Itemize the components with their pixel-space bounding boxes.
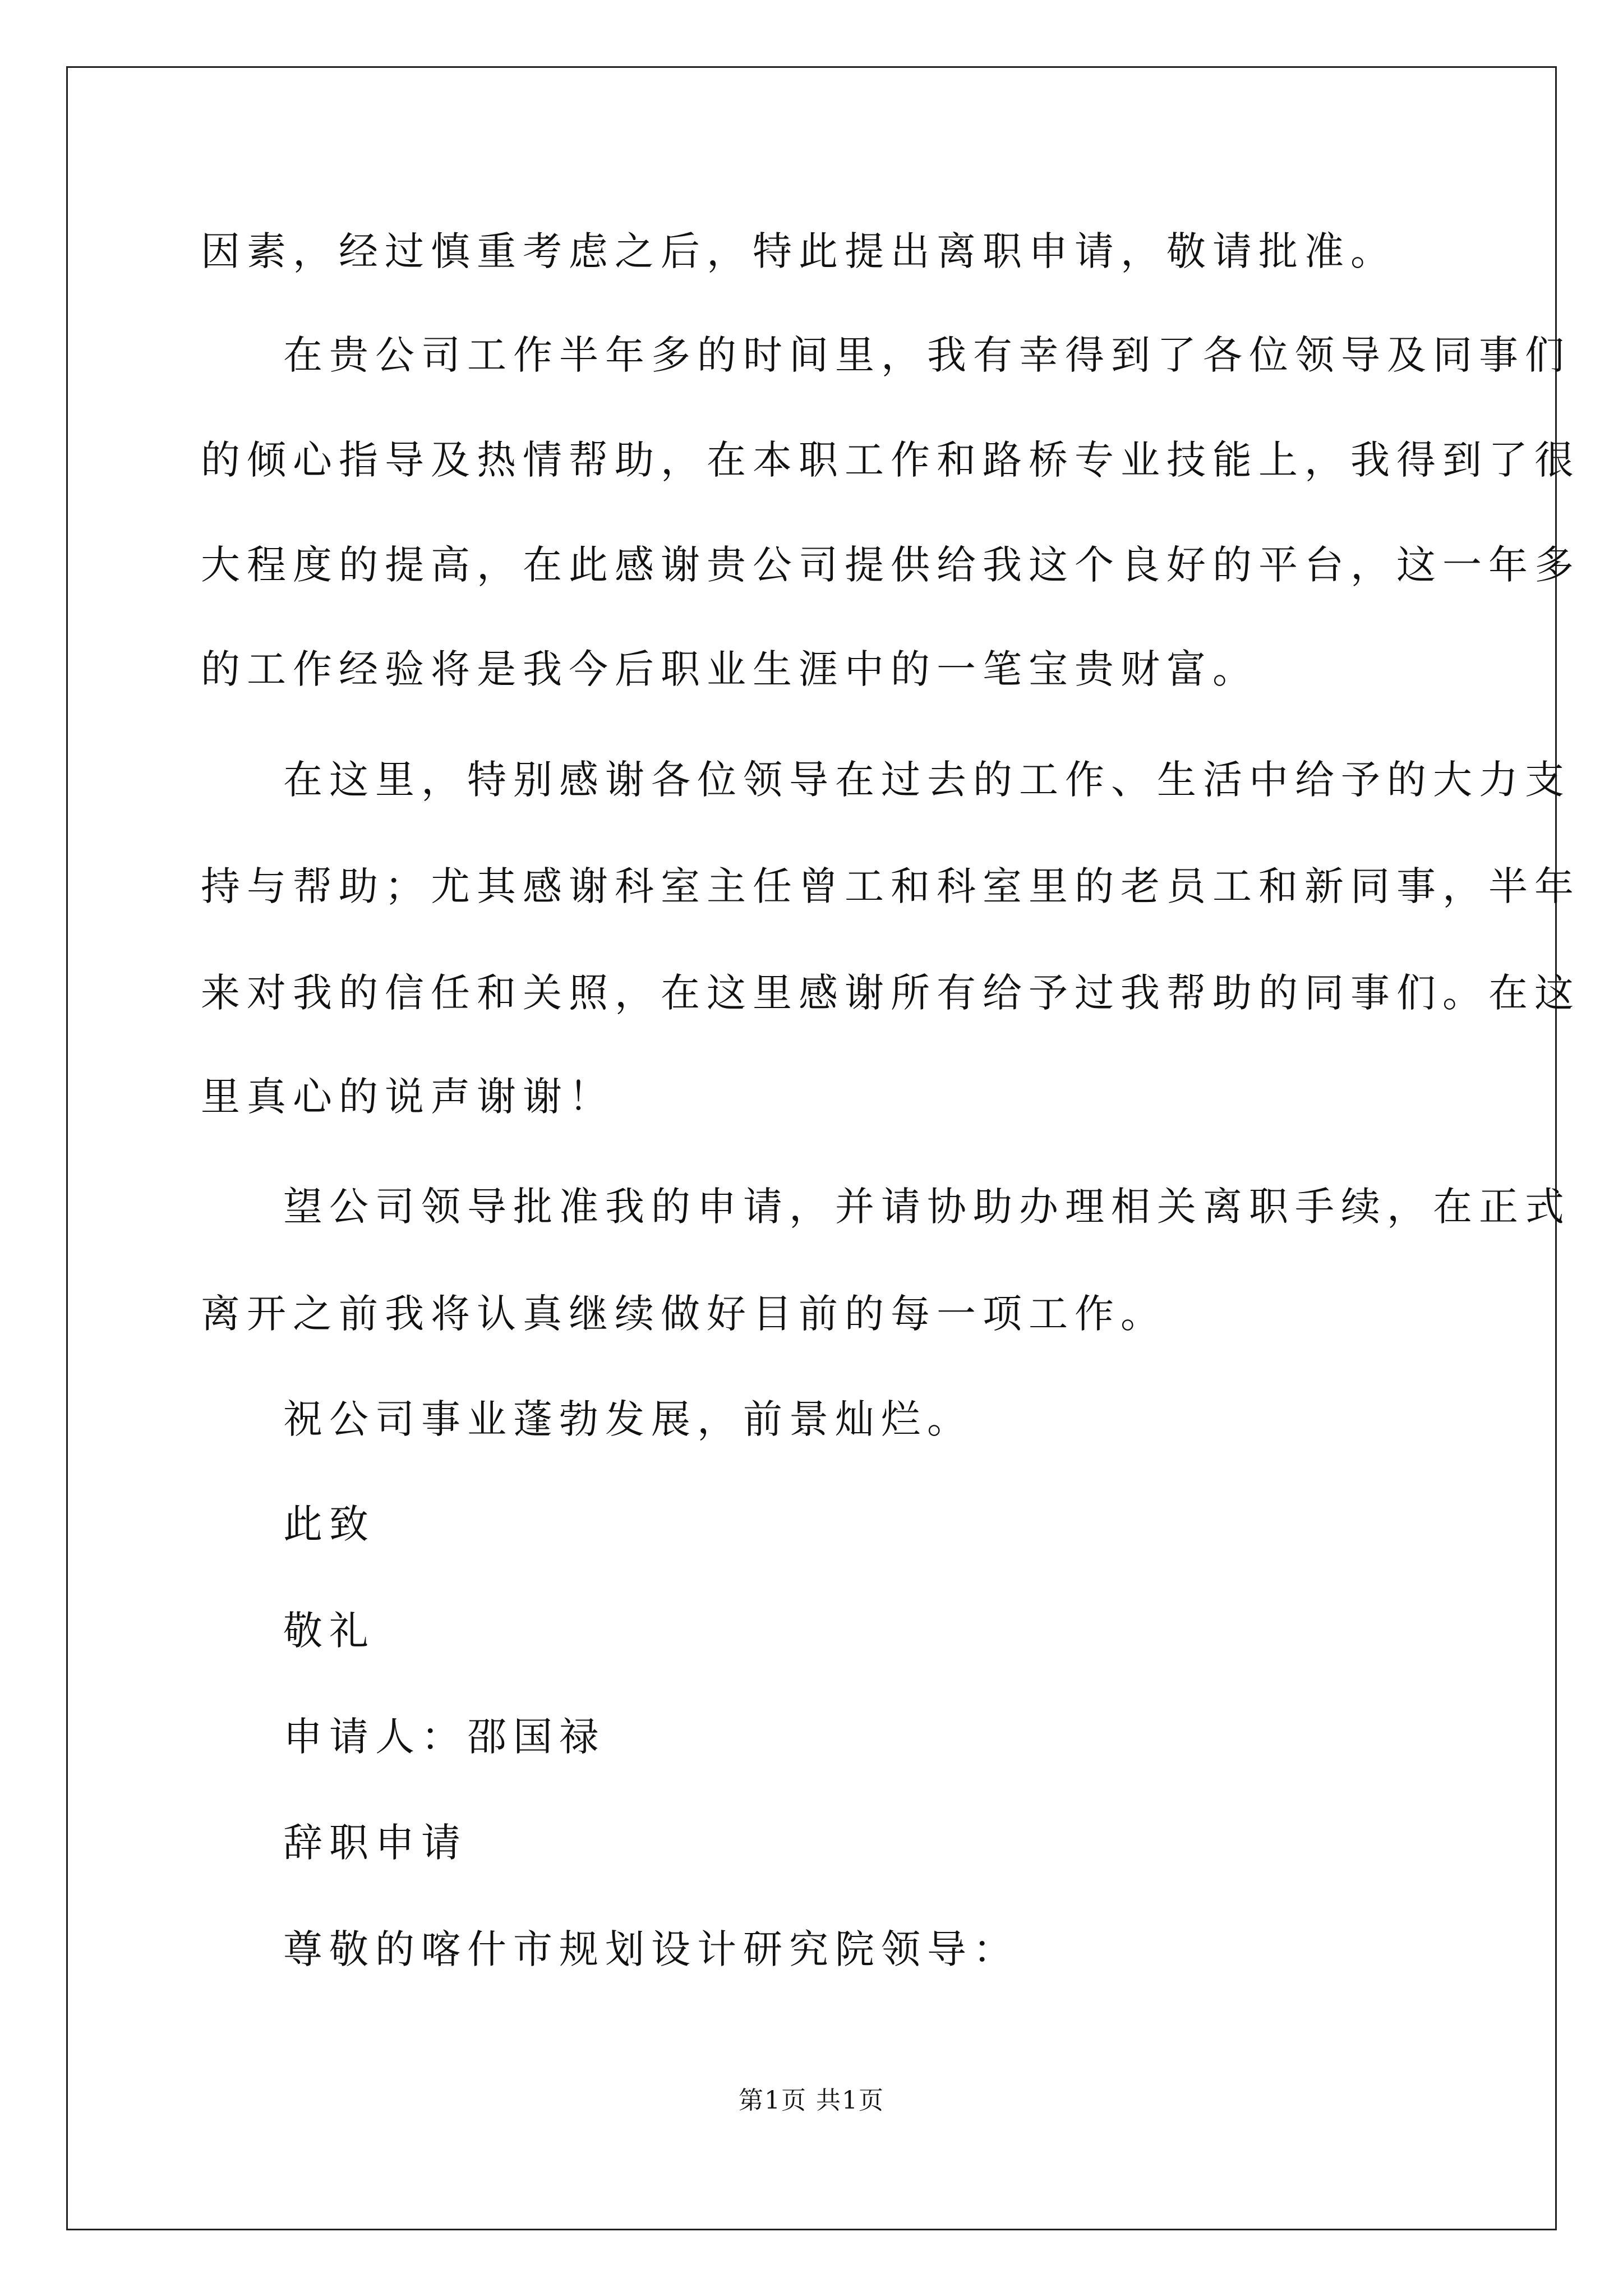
page-number-footer: 第1页 共1页 bbox=[739, 2086, 884, 2115]
applicant-signature: 申请人：邵国禄 bbox=[283, 1714, 605, 1760]
body-line-7: 持与帮助；尤其感谢科室主任曾工和科室里的老员工和新同事，半年 bbox=[201, 863, 1580, 909]
body-line-5: 的工作经验将是我今后职业生涯中的一笔宝贵财富。 bbox=[201, 646, 1258, 692]
body-line-10: 望公司领导批准我的申请，并请协助办理相关离职手续，在正式 bbox=[283, 1184, 1571, 1230]
body-line-6: 在这里，特别感谢各位领导在过去的工作、生活中给予的大力支 bbox=[283, 757, 1571, 803]
body-line-11: 离开之前我将认真继续做好目前的每一项工作。 bbox=[201, 1291, 1166, 1337]
body-line-3: 的倾心指导及热情帮助，在本职工作和路桥专业技能上，我得到了很 bbox=[201, 437, 1580, 483]
salutation-jingli: 敬礼 bbox=[283, 1608, 375, 1654]
section-title: 辞职申请 bbox=[283, 1820, 467, 1866]
body-line-8: 来对我的信任和关照，在这里感谢所有给予过我帮助的同事们。在这 bbox=[201, 970, 1580, 1016]
closing-wish: 祝公司事业蓬勃发展，前景灿烂。 bbox=[283, 1396, 973, 1442]
body-line-1: 因素，经过慎重考虑之后，特此提出离职申请，敬请批准。 bbox=[201, 228, 1396, 274]
salutation-cizhi: 此致 bbox=[283, 1501, 375, 1547]
page-frame bbox=[66, 66, 1557, 2230]
body-line-9: 里真心的说声谢谢！ bbox=[201, 1074, 615, 1120]
body-line-4: 大程度的提高，在此感谢贵公司提供给我这个良好的平台，这一年多 bbox=[201, 542, 1580, 588]
body-line-2: 在贵公司工作半年多的时间里，我有幸得到了各位领导及同事们 bbox=[283, 332, 1571, 378]
addressee-line: 尊敬的喀什市规划设计研究院领导： bbox=[283, 1926, 1019, 1972]
